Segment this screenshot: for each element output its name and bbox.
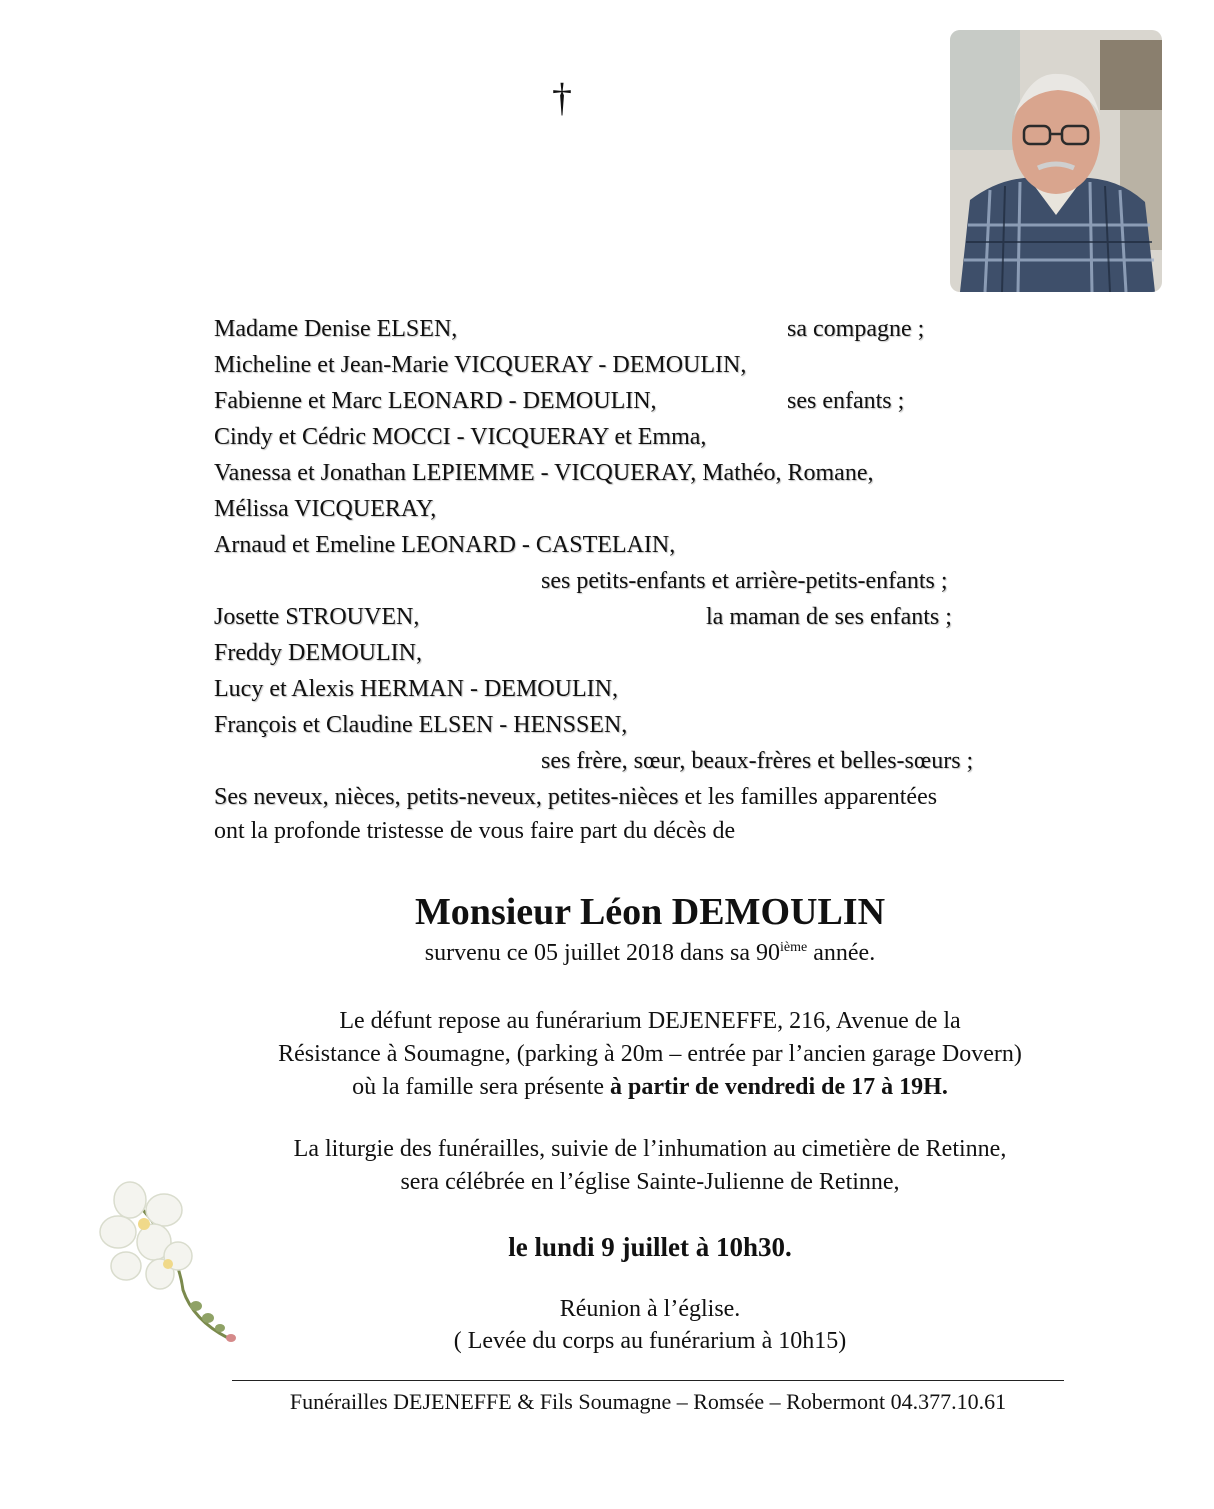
family-line-1-relation: sa compagne ; <box>787 316 925 342</box>
portrait-photo <box>950 30 1162 292</box>
family-line-14-plain: et les familles apparentées <box>678 784 938 810</box>
visitation-line-3-bold: à partir de vendredi de 17 à 19H. <box>610 1074 948 1100</box>
family-line-14-shadowed: Ses neveux, nièces, petits-neveux, petites-nièces <box>214 784 679 810</box>
family-line-1-name: Madame Denise ELSEN, <box>214 316 458 342</box>
meeting-note: Réunion à l’église. <box>559 1296 741 1322</box>
footer-funeral-home: Funérailles DEJENEFFE & Fils Soumagne – Romsée – Robermont 04.377.10.61 <box>289 1389 1007 1414</box>
family-line-9-name: Josette STROUVEN, <box>214 604 420 630</box>
family-line-7: Arnaud et Emeline LEONARD - CASTELAIN, <box>214 532 676 558</box>
cross-symbol: † <box>552 75 572 120</box>
deceased-date-main: survenu ce 05 juillet 2018 dans sa 90 <box>424 940 781 966</box>
deceased-date-end: année. <box>807 940 876 966</box>
family-line-10: Freddy DEMOULIN, <box>214 640 422 666</box>
liturgy-line-2: sera célébrée en l’église Sainte-Julienne de Retinne, <box>400 1169 900 1195</box>
visitation-line-3-plain: où la famille sera présente <box>352 1074 611 1100</box>
deceased-date-sup: ième <box>780 940 808 955</box>
family-line-6: Mélissa VICQUERAY, <box>214 496 437 522</box>
deceased-date <box>0 938 1214 968</box>
family-line-2: Micheline et Jean-Marie VICQUERAY - DEMOULIN, <box>214 352 747 378</box>
family-line-4: Cindy et Cédric MOCCI - VICQUERAY et Emma, <box>214 424 707 450</box>
family-line-13-relation: ses frère, sœur, beaux-frères et belles-sœurs ; <box>541 748 974 774</box>
visitation-line-2: Résistance à Soumagne, (parking à 20m – entrée par l’ancien garage Dovern) <box>278 1041 1022 1067</box>
family-line-3-relation: ses enfants ; <box>787 388 905 414</box>
orchid-decoration <box>88 1180 248 1355</box>
footer-rule <box>232 1380 1064 1381</box>
liturgy-line-1: La liturgie des funérailles, suivie de l’inhumation au cimetière de Retinne, <box>293 1136 1007 1162</box>
levee-note: ( Levée du corps au funérarium à 10h15) <box>453 1328 847 1354</box>
family-line-11: Lucy et Alexis HERMAN - DEMOULIN, <box>214 676 618 702</box>
family-line-9-relation: la maman de ses enfants ; <box>706 604 952 630</box>
visitation-line-3 <box>0 1072 1214 1102</box>
family-line-3-name: Fabienne et Marc LEONARD - DEMOULIN, <box>214 388 657 414</box>
family-line-12: François et Claudine ELSEN - HENSSEN, <box>214 712 628 738</box>
family-line-5: Vanessa et Jonathan LEPIEMME - VICQUERAY, Mathéo, Romane, <box>214 460 874 486</box>
deceased-name: Monsieur Léon DEMOULIN <box>414 891 886 933</box>
family-line-8-relation: ses petits-enfants et arrière-petits-enfants ; <box>541 568 948 594</box>
visitation-line-1: Le défunt repose au funérarium DEJENEFFE, 216, Avenue de la <box>339 1008 961 1034</box>
funeral-date: le lundi 9 juillet à 10h30. <box>508 1232 792 1262</box>
family-line-15: ont la profonde tristesse de vous faire part du décès de <box>214 818 736 844</box>
family-line-14 <box>214 782 937 812</box>
